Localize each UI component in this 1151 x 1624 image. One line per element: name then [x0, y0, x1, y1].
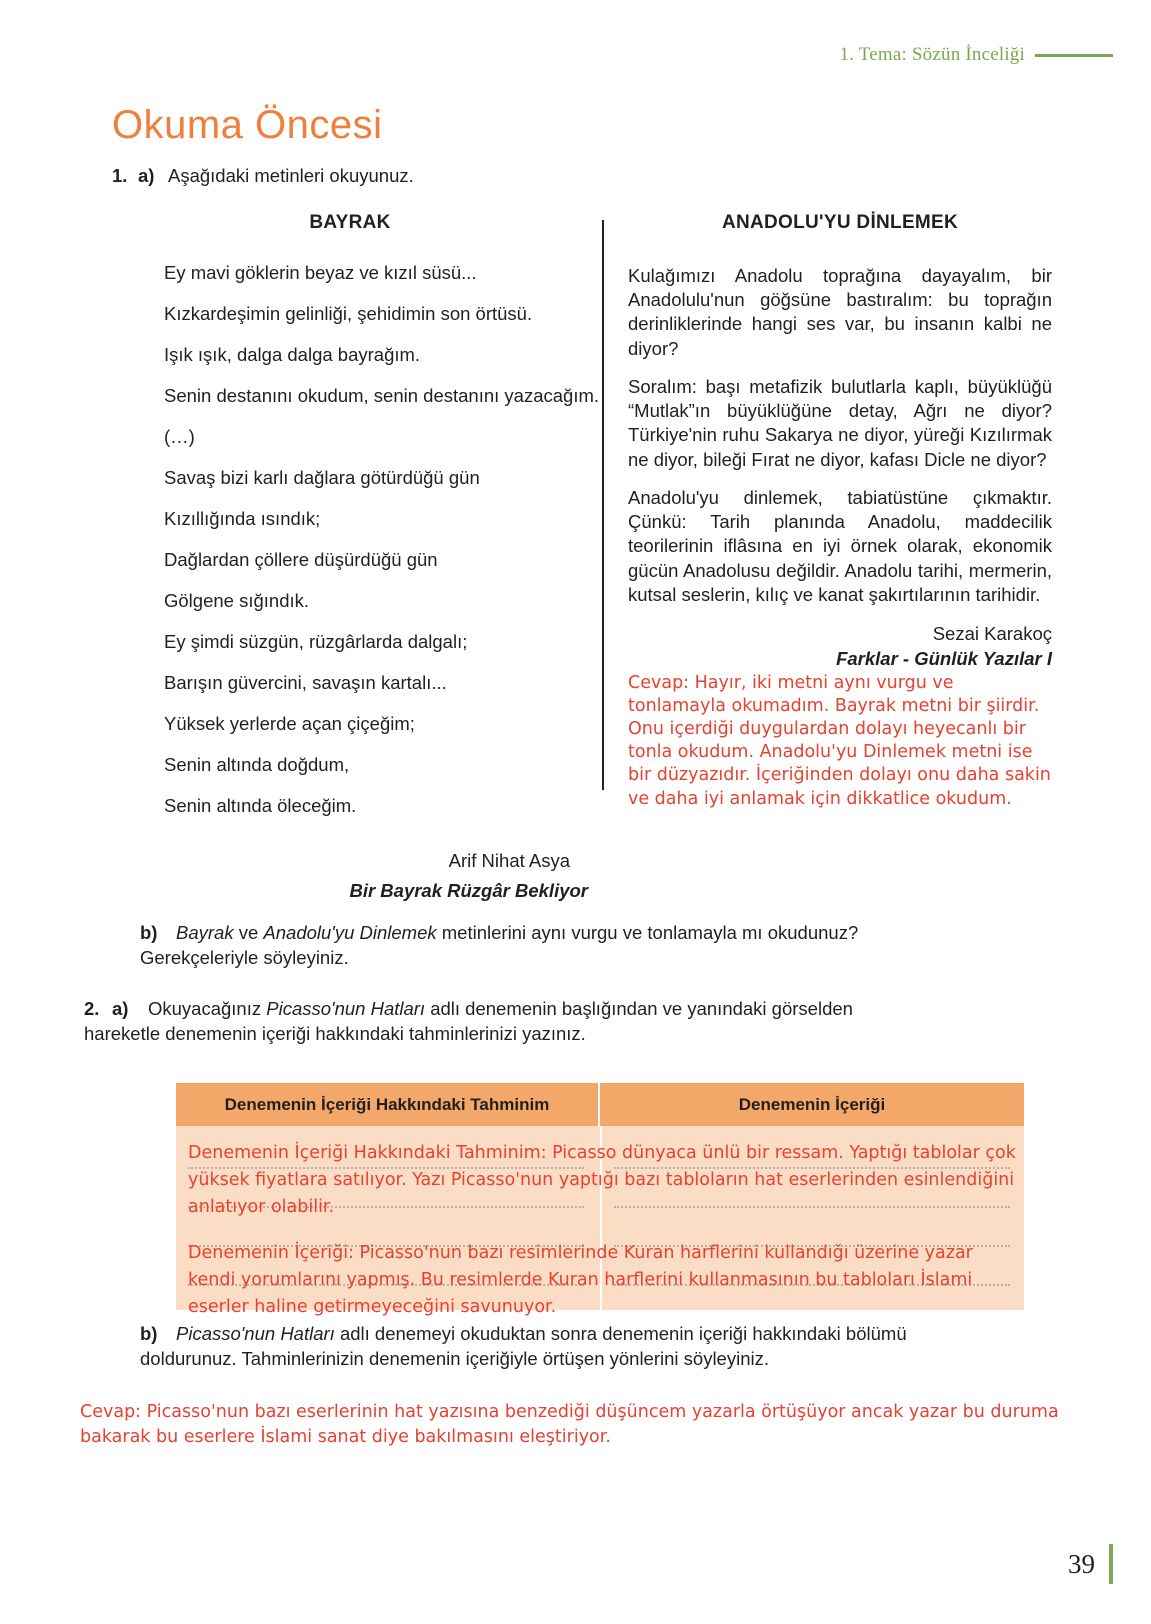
- theme-label: 1. Tema: Sözün İnceliği: [839, 44, 1025, 65]
- poem-line: (…): [164, 426, 195, 447]
- question-tail: adlı denemeyi okuduktan sonra denemenin içeriği hakkındaki bölümü doldurunuz. Tahminlerinizin denemenin içeriğiyle örtüşen yönlerini söyleyiniz.: [140, 1323, 907, 1370]
- header-rule: [1035, 54, 1113, 57]
- poem-line: Kızkardeşimin gelinliği, şehidimin son örtüsü.: [164, 303, 533, 324]
- prose-heading: ANADOLU'YU DİNLEMEK: [721, 212, 959, 233]
- poem-author: Arif Nihat Asya: [448, 849, 570, 871]
- question-tail: metinlerini aynı vurgu ve tonlamayla mı okudunuz? Gerekçeleriyle söyleyiniz.: [140, 922, 859, 969]
- poem-column: [112, 212, 602, 902]
- poem-line: Yüksek yerlerde açan çiçeğim;: [164, 713, 415, 734]
- question-letter: b): [140, 1323, 158, 1344]
- poem-body: [112, 262, 600, 816]
- question-letter: a): [138, 165, 155, 186]
- prose-paragraph: Kulağımızı Anadolu toprağına dayayalım, bir Anadolulu'nun göğsüne bastıralım: bu toprağın derinliklerinde hangi ses var, bu insanın kalbi ne diyor?: [628, 265, 1052, 359]
- poem-source: Bir Bayrak Rüzgâr Bekliyor: [349, 879, 588, 901]
- question-text: Aşağıdaki metinleri okuyunuz.: [168, 165, 414, 186]
- poem-line: Işık ışık, dalga dalga bayrağım.: [164, 344, 421, 365]
- question-text: [84, 998, 853, 1044]
- question-lead: Okuyacağınız: [148, 998, 267, 1019]
- question-text: [140, 922, 858, 968]
- reading-texts: [112, 212, 1052, 902]
- prediction-table: [176, 1083, 1024, 1318]
- question-text: [140, 1323, 907, 1369]
- poem-line: Barışın güvercini, savaşın kartalı...: [164, 672, 447, 693]
- conjunction: ve: [233, 922, 264, 943]
- poem-heading: BAYRAK: [309, 212, 391, 233]
- question-1b: [140, 920, 920, 970]
- question-letter: b): [140, 922, 158, 943]
- page-footer: [1068, 1544, 1113, 1584]
- student-answer-1b: Cevap: Hayır, iki metni aynı vurgu ve tonlamayla okumadım. Bayrak metni bir şiirdir. Onu içerdiği duygulardan dolayı heyecanlı bir tonla okudum. Anadolu'yu Dinlemek metni ise bir düzyazıdır. İçeriğinden dolayı onu daha sakin ve daha iyi anlamak için dikkatlice okudum.: [628, 673, 1051, 809]
- prose-paragraph: Soralım: başı metafizik bulutlarla kaplı, büyüklüğü “Mutlak”ın büyüklüğüne detay, Ağrı ne diyor? Türkiye'nin ruhu Sakarya ne diyor, yüreği Kızılırmak ne diyor, bileği Fırat ne diyor, kafası Dicle ne diyor?: [628, 375, 1052, 470]
- question-1a: [112, 165, 414, 187]
- title-ref-picasso: Picasso'nun Hatları: [176, 1323, 335, 1344]
- title-ref-picasso: Picasso'nun Hatları: [266, 998, 426, 1019]
- student-answer-2b: Cevap: Picasso'nun bazı eserlerinin hat yazısına benzediği düşüncem yazarla örtüşüyor ancak yazar bu duruma bakarak bu eserlere İslami sanat diye bakılmasını eleştiriyor.: [80, 1402, 1059, 1448]
- page-header: [840, 44, 1114, 66]
- page-title: Okuma Öncesi: [112, 103, 383, 147]
- table-header-row: [176, 1083, 1024, 1126]
- poem-line: Gölgene sığındık.: [164, 590, 310, 611]
- question-tail: adlı denemenin başlığından ve yanındaki görselden hareketle denemenin içeriği hakkındaki tahminlerinizi yazınız.: [84, 998, 853, 1045]
- question-number: 2.: [84, 998, 100, 1019]
- poem-line: Senin altında doğdum,: [164, 754, 350, 775]
- poem-line: Kızıllığında ısındık;: [164, 508, 321, 529]
- table-column-header-content: Denemenin İçeriği: [738, 1095, 886, 1114]
- student-answer-prediction: Denemenin İçeriği Hakkındaki Tahminim: Picasso dünyaca ünlü bir ressam. Yaptığı tablolar çok yüksek fiyatlara satılıyor. Yazı Picasso'nun yaptığı bazı tabloların hat eserlerinden esinlendiğini anlatıyor olabilir.: [188, 1143, 1016, 1218]
- poem-line: Ey mavi göklerin beyaz ve kızıl süsü...: [164, 262, 477, 283]
- table-body[interactable]: [176, 1126, 1024, 1318]
- page-number: 39: [1068, 1548, 1095, 1579]
- prose-author: Sezai Karakoç: [932, 623, 1052, 645]
- poem-line: Ey şimdi süzgün, rüzgârlarda dalgalı;: [164, 631, 468, 652]
- prose-paragraph: Anadolu'yu dinlemek, tabiatüstüne çıkmaktır. Çünkü: Tarih planında Anadolu, maddecilik teorilerinin iflâsına en iyi örnek olarak, ekonomik gücün Anadolusu değildir. Anadolu tarihi, mermerin, kutsal seslerin, kılıç ve kanat şakırtılarının tarihidir.: [628, 486, 1052, 605]
- student-answer-content: Denemenin İçeriği: Picasso'nun bazı resimlerinde Kuran harflerini kullandığı üzerine yazar kendi yorumlarını yapmış. Bu resimlerde Kuran harflerini kullanmasının bu tabloları İslami eserler haline getirmeyeceğini savunuyor.: [188, 1243, 973, 1318]
- title-ref-bayrak: Bayrak: [176, 922, 234, 943]
- poem-line: Senin altında öleceğim.: [164, 795, 357, 816]
- poem-line: Senin destanını okudum, senin destanını yazacağım.: [164, 385, 600, 406]
- question-letter: a): [112, 998, 129, 1019]
- prose-column: [604, 212, 1052, 902]
- footer-rule: [1109, 1544, 1113, 1584]
- table-column-header-prediction: Denemenin İçeriği Hakkındaki Tahminim: [176, 1083, 600, 1126]
- question-number: 1.: [112, 165, 128, 186]
- title-ref-anadolu: Anadolu'yu Dinlemek: [263, 922, 437, 943]
- question-2b: [140, 1321, 930, 1371]
- poem-line: Dağlardan çöllere düşürdüğü gün: [164, 549, 438, 570]
- question-2a: [84, 996, 914, 1046]
- poem-line: Savaş bizi karlı dağlara götürdüğü gün: [164, 467, 480, 488]
- prose-source: Farklar - Günlük Yazılar I: [836, 648, 1052, 670]
